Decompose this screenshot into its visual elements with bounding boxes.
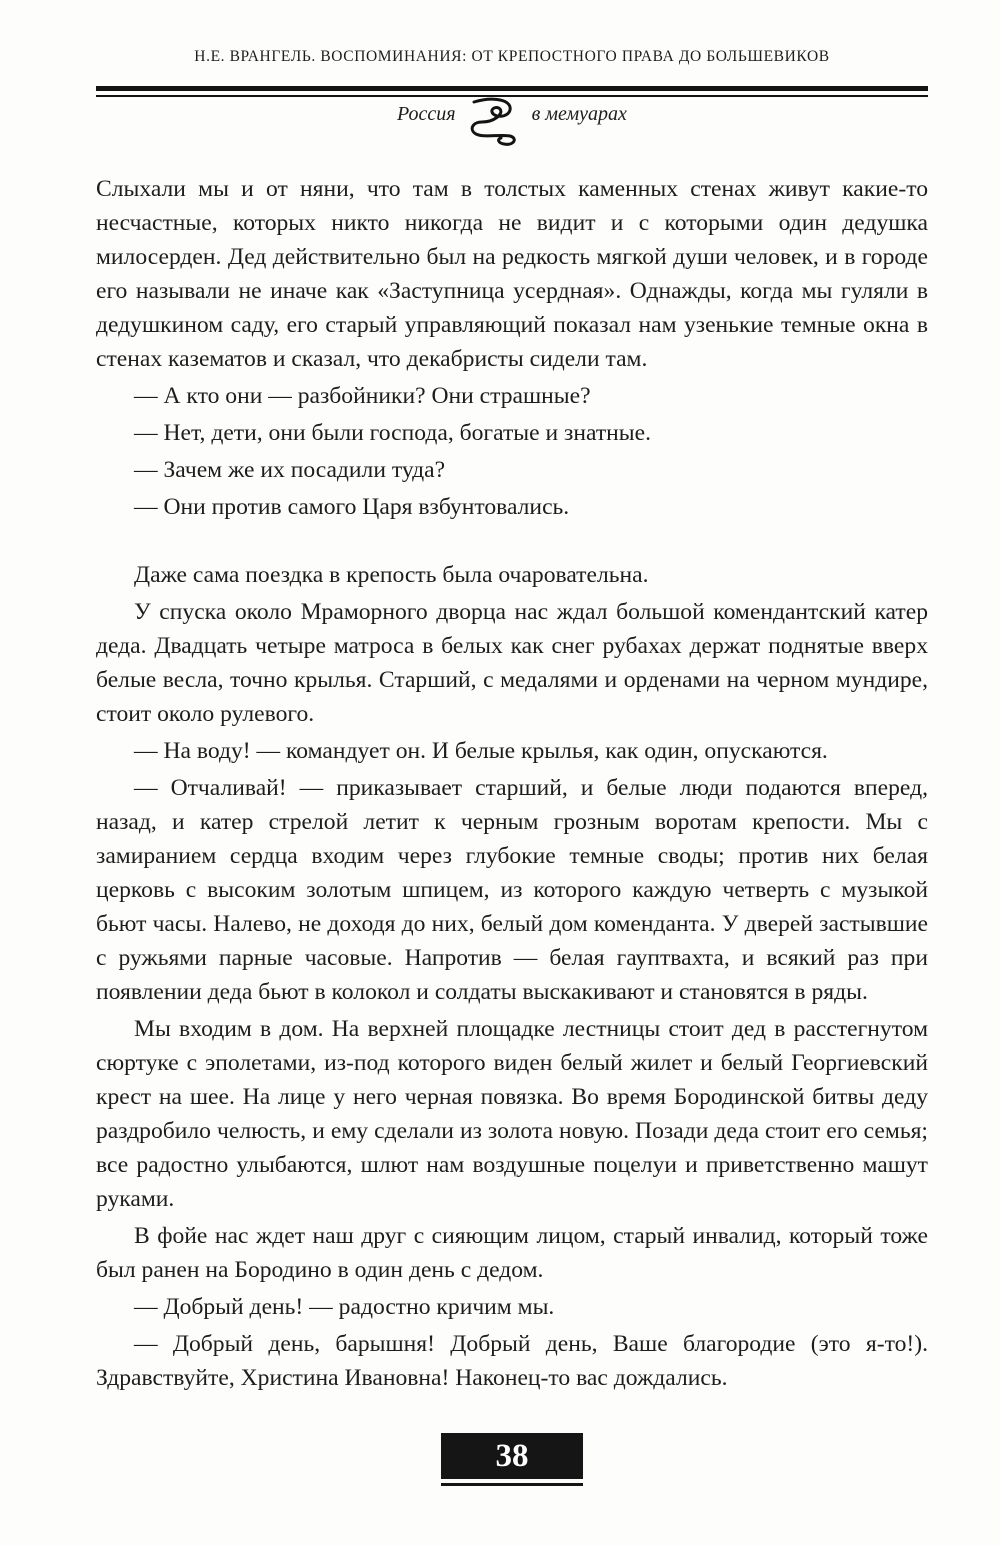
running-head-title: Н.Е. ВРАНГЕЛЬ. ВОСПОМИНАНИЯ: ОТ КРЕПОСТНОГО ПРАВА ДО БОЛЬШЕВИКОВ	[194, 48, 830, 65]
page-number: 38	[441, 1433, 583, 1479]
dialogue-line: — Добрый день! — радостно кричим мы.	[134, 1294, 555, 1320]
paragraph: — Отчаливай! — приказывает старший, и белые люди подаются вперед, назад, и катер стрелой летит к черным грозным воротам крепости. Мы с замиранием сердца входим через глубокие темные своды; против них белая церковь с высоким золотым шпицем, из которого каждую четверть с музыкой бьют часы. Налево, не доходя до них, белый дом коменданта. У дверей застывшие с ружьями парные часовые. Напротив — белая гауптвахта, и всякий раз при появлении деда бьют в колокол и солдаты выскакивают и становятся в ряды.	[96, 775, 928, 1005]
paragraph: Мы входим в дом. На верхней площадке лестницы стоит дед в расстегнутом сюртуке с эполетами, из-под которого виден белый жилет и белый Георгиевский крест на шее. На лице у него черная повязка. Во время Бородинской битвы деду раздробило челюсть, и ему сделали из золота новую. Позади деда стоит его семья; все радостно улыбаются, шлют нам воздушные поцелуи и приветственно машут руками.	[96, 1016, 928, 1212]
body-text	[96, 172, 928, 1395]
dialogue-line: — Зачем же их посадили туда?	[134, 457, 446, 483]
paragraph: У спуска около Мраморного дворца нас ждал большой комендантский катер деда. Двадцать четыре матроса в белых как снег рубахах держат поднятые вверх белые весла, точно крылья. Старший, с медалями и орденами на черном мундире, стоит около рулевого.	[96, 599, 928, 727]
dialogue-line: — Они против самого Царя взбунтовались.	[134, 494, 570, 520]
dialogue-line: — Добрый день, барышня! Добрый день, Ваше благородие (это я-то!). Здравствуйте, Христина Ивановна! Наконец-то вас дождались.	[96, 1331, 928, 1391]
dialogue-line: — Нет, дети, они были господа, богатые и знатные.	[134, 420, 651, 446]
header-rule-thick	[96, 86, 928, 91]
dialogue-line: — А кто они — разбойники? Они страшные?	[134, 383, 591, 409]
series-left-word: Россия	[397, 103, 456, 125]
swirl-ornament-icon	[464, 96, 524, 148]
series-right-word: в мемуарах	[531, 103, 627, 125]
paragraph: Даже сама поездка в крепость была очаровательна.	[134, 562, 649, 588]
page-number-underline	[441, 1483, 583, 1486]
paragraph: В фойе нас ждет наш друг с сияющим лицом, старый инвалид, который тоже был ранен на Бородино в один день с дедом.	[96, 1223, 928, 1283]
paragraph: Слыхали мы и от няни, что там в толстых каменных стенах живут какие-то несчастные, которых никто никогда не видит и с которыми один дедушка милосерден. Дед действительно был на редкость мягкой души человек, и в городе его называли не иначе как «Заступница усердная». Однажды, когда мы гуляли в дедушкином саду, его старый управляющий показал нам узенькие темные окна в стенах казематов и сказал, что декабристы сидели там.	[96, 176, 928, 372]
dialogue-line: — На воду! — командует он. И белые крылья, как один, опускаются.	[134, 738, 828, 764]
series-title	[96, 96, 928, 148]
